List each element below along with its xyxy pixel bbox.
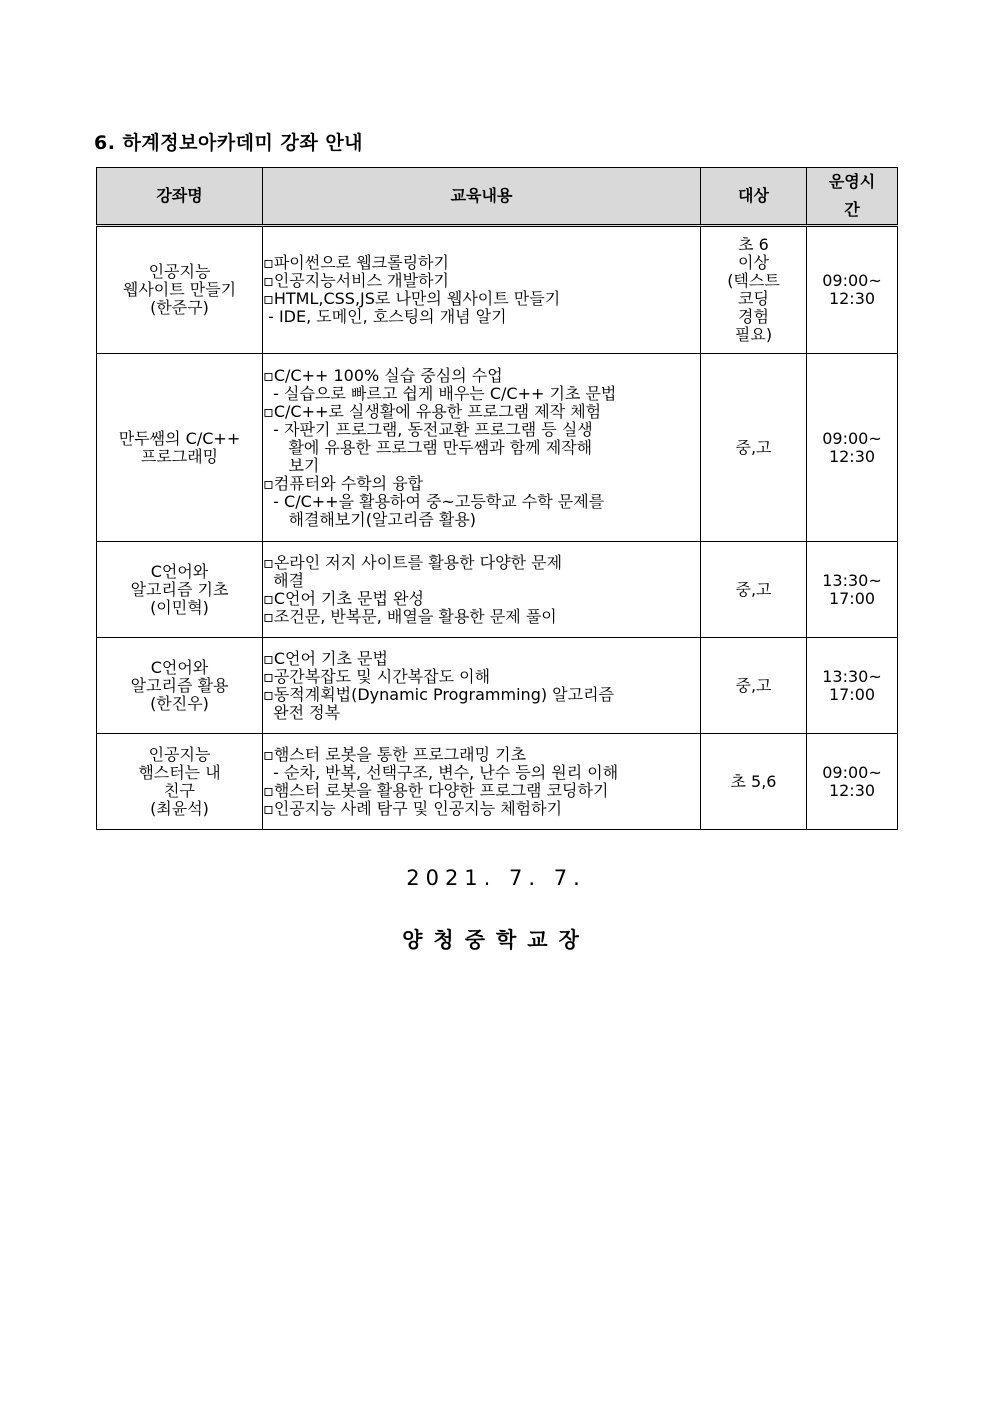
header-course-name: 강좌명 — [97, 168, 263, 226]
content-line: ▫햄스터 로봇을 활용한 다양한 프로그램 코딩하기 — [263, 780, 609, 800]
course-content — [263, 638, 701, 734]
content-line: 해결 — [263, 570, 305, 590]
course-name: 만두쌤의 C/C++ 프로그래밍 — [97, 354, 263, 542]
table-row — [97, 354, 898, 542]
header-target: 대상 — [701, 168, 807, 226]
header-content: 교육내용 — [263, 168, 701, 226]
content-line: ▫온라인 저지 사이트를 활용한 다양한 문제 — [263, 552, 563, 572]
content-line: ▫조건문, 반복문, 배열을 활용한 문제 풀이 — [263, 606, 557, 626]
content-line: 완전 정복 — [263, 702, 341, 722]
content-line: ▫햄스터 로봇을 통한 프로그래밍 기초 — [263, 744, 527, 764]
document-date: 2021. 7. 7. — [406, 866, 586, 890]
content-line: - C/C++을 활용하여 중~고등학교 수학 문제를 — [263, 491, 605, 511]
table-row — [97, 734, 898, 830]
content-line: - 실습으로 빠르고 쉽게 배우는 C/C++ 기초 문법 — [263, 383, 617, 403]
course-rows — [97, 226, 898, 830]
course-content — [263, 226, 701, 354]
course-table — [96, 167, 898, 830]
course-name: 인공지능 햄스터는 내 친구 (최윤석) — [97, 734, 263, 830]
course-content — [263, 542, 701, 638]
content-line: ▫C/C++로 실생활에 유용한 프로그램 제작 체험 — [263, 401, 602, 421]
course-target: 중,고 — [701, 542, 807, 638]
course-name: C언어와 알고리즘 활용 (한진우) — [97, 638, 263, 734]
content-line: ▫인공지능서비스 개발하기 — [263, 271, 449, 290]
table-header-row — [97, 168, 898, 226]
course-target: 초 5,6 — [701, 734, 807, 830]
course-content — [263, 734, 701, 830]
course-time: 09:00~ 12:30 — [807, 734, 898, 830]
section-title: 6. 하계정보아카데미 강좌 안내 — [94, 132, 364, 154]
course-time: 13:30~ 17:00 — [807, 542, 898, 638]
content-line: ▫HTML,CSS,JS로 나만의 웹사이트 만들기 — [263, 289, 561, 308]
course-target: 중,고 — [701, 354, 807, 542]
table-row — [97, 226, 898, 354]
course-time: 09:00~ 12:30 — [807, 354, 898, 542]
course-time: 13:30~ 17:00 — [807, 638, 898, 734]
header-time: 운영시 간 — [807, 168, 898, 226]
content-line: ▫C언어 기초 문법 — [263, 648, 388, 668]
content-line: ▫파이썬으로 웹크롤링하기 — [263, 253, 449, 272]
course-target: 초 6 이상 (텍스트 코딩 경험 필요) — [701, 226, 807, 354]
content-line: 해결해보기(알고리즘 활용) — [263, 509, 477, 529]
content-line: ▫인공지능 사례 탐구 및 인공지능 체험하기 — [263, 798, 563, 818]
content-line: ▫C언어 기초 문법 완성 — [263, 588, 424, 608]
content-line: ▫C/C++ 100% 실습 중심의 수업 — [263, 365, 503, 385]
course-time: 09:00~ 12:30 — [807, 226, 898, 354]
content-line: 활에 유용한 프로그램 만두쌤과 함께 제작해 — [263, 437, 593, 457]
course-target: 중,고 — [701, 638, 807, 734]
course-name: 인공지능 웹사이트 만들기 (한준구) — [97, 226, 263, 354]
course-content — [263, 354, 701, 542]
content-line: ▫동적계획법(Dynamic Programming) 알고리즘 — [263, 684, 615, 704]
content-line: ▫공간복잡도 및 시간복잡도 이해 — [263, 666, 491, 686]
content-line: - 자판기 프로그램, 동전교환 프로그램 등 실생 — [263, 419, 593, 439]
course-name: C언어와 알고리즘 기초 (이민혁) — [97, 542, 263, 638]
content-line: - 순차, 반복, 선택구조, 변수, 난수 등의 원리 이해 — [263, 762, 619, 782]
signature: 양청중학교장 — [402, 928, 590, 952]
content-line: - IDE, 도메인, 호스팅의 개념 알기 — [263, 307, 507, 326]
table-row — [97, 638, 898, 734]
table-row — [97, 542, 898, 638]
content-line: 보기 — [263, 455, 320, 475]
content-line: ▫컴퓨터와 수학의 융합 — [263, 473, 424, 493]
